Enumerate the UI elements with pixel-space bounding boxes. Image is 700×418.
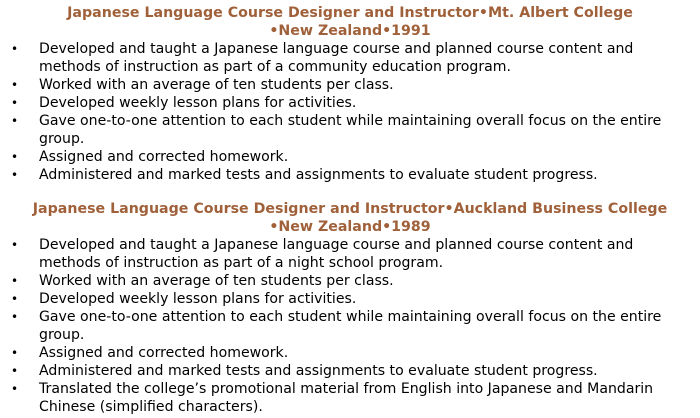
job-entry-auckland [8,200,692,416]
duty-text: Translated the college’s promotional material from English into Japanese and Mandarin Chinese (simplified characters). [39,381,654,415]
list-item [8,362,692,380]
duty-text: Assigned and corrected homework. [39,149,289,165]
list-item [8,166,692,184]
duty-text: Gave one-to-one attention to each student while maintaining overall focus on the entire group. [39,309,662,343]
bullet-icon: • [11,42,19,56]
bullet-icon: • [11,346,19,360]
duty-text: Administered and marked tests and assignments to evaluate student progress. [39,167,598,183]
job-title-line-2: •New Zealand•1991 [269,23,431,39]
list-item [8,94,692,112]
job-entry-mt-albert [8,4,692,184]
bullet-icon: • [11,150,19,164]
bullet-icon: • [11,364,19,378]
bullet-icon: • [11,310,19,324]
job-title-line-1: Japanese Language Course Designer and Instructor•Mt. Albert College [67,5,633,21]
duty-text: Gave one-to-one attention to each student while maintaining overall focus on the entire group. [39,113,662,147]
list-item [8,76,692,94]
list-item [8,236,692,272]
list-item [8,40,692,76]
bullet-icon: • [11,168,19,182]
bullet-icon: • [11,382,19,396]
job-title-line-1: Japanese Language Course Designer and Instructor•Auckland Business College [32,201,668,217]
list-item [8,344,692,362]
duties-list [8,40,692,184]
bullet-icon: • [11,292,19,306]
bullet-icon: • [11,274,19,288]
bullet-icon: • [11,96,19,110]
list-item [8,272,692,290]
bullet-icon: • [11,238,19,252]
list-item [8,112,692,148]
duty-text: Worked with an average of ten students per class. [39,77,394,93]
bullet-icon: • [11,114,19,128]
duty-text: Administered and marked tests and assignments to evaluate student progress. [39,363,598,379]
list-item [8,308,692,344]
duty-text: Assigned and corrected homework. [39,345,289,361]
job-title [8,4,692,40]
list-item [8,148,692,166]
job-title-line-2: •New Zealand•1989 [269,219,431,235]
list-item [8,290,692,308]
duty-text: Developed weekly lesson plans for activities. [39,95,357,111]
bullet-icon: • [11,78,19,92]
duty-text: Developed and taught a Japanese language course and planned course content and methods of instruction as part of a night school program. [39,237,634,271]
duties-list [8,236,692,416]
job-title [8,200,692,236]
duty-text: Worked with an average of ten students per class. [39,273,394,289]
duty-text: Developed and taught a Japanese language course and planned course content and methods of instruction as part of a community education program. [39,41,634,75]
list-item [8,380,692,416]
duty-text: Developed weekly lesson plans for activities. [39,291,357,307]
